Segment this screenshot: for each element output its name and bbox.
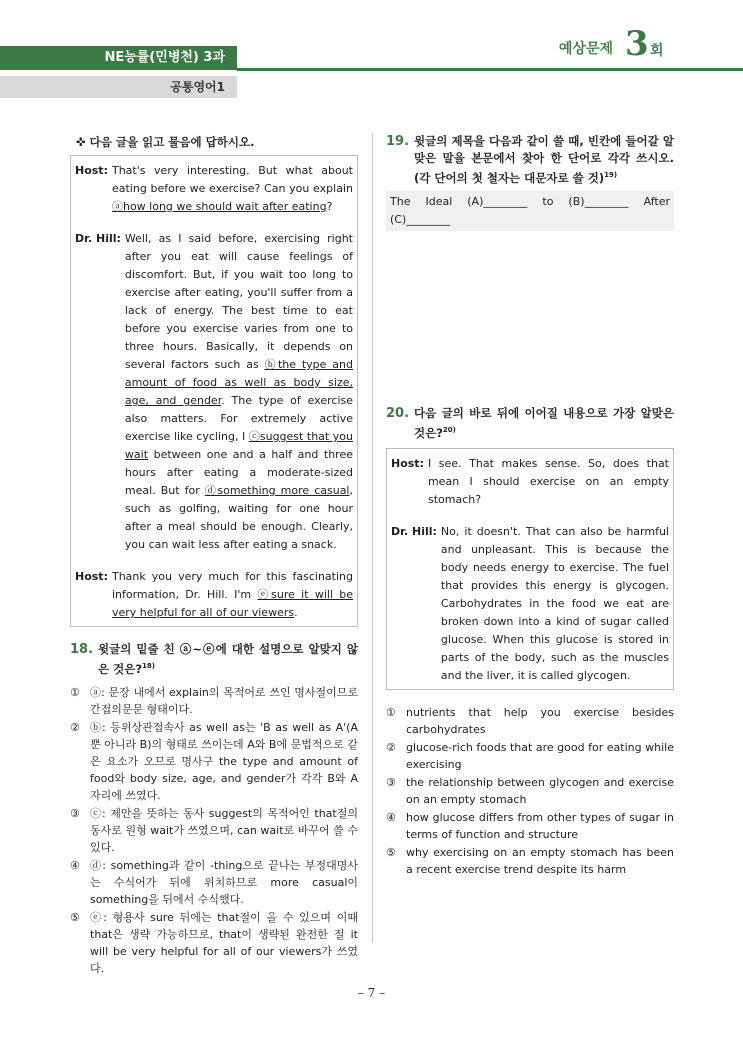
dialogue-row <box>391 455 669 509</box>
question-20 <box>386 405 674 879</box>
speaker: Host: <box>75 570 108 583</box>
dialogue-text <box>125 230 353 554</box>
option-number: ① <box>70 685 80 699</box>
dialogue-row <box>391 523 669 685</box>
option-item[interactable] <box>70 684 358 718</box>
text-segment: ? <box>326 200 333 213</box>
footnote-ref: 20) <box>442 426 456 434</box>
option-number: ③ <box>386 775 396 789</box>
header-rule <box>237 68 743 71</box>
question-18 <box>70 641 358 977</box>
question-text <box>414 133 674 187</box>
underlined-e: ⓔsure it will be very helpful for all of our viewers <box>111 588 353 619</box>
option-text: ⓓ: something과 같이 -thing으로 끝나는 부정대명사는 수식어가 뒤에 위치하므로 more casual이 something을 뒤에서 수식했다. <box>90 858 358 906</box>
question-text <box>98 641 358 678</box>
page-number: – 7 – <box>357 986 386 1000</box>
header-subtitle: 공통영어1 <box>170 80 225 94</box>
text-segment: That's very interesting. But what about eating before we exercise? Can you explain <box>111 164 353 195</box>
question-stem: 윗글의 제목을 다음과 같이 쓸 때, 빈칸에 들어갈 알맞은 말을 본문에서 찾아 한 단어로 각각 쓰시오. (각 단어의 첫 철자는 대문자로 쓸 것) <box>414 134 674 185</box>
option-text: ⓐ: 문장 내에서 explain의 목적어로 쓰인 명사절이므로 간접의문문 형태이다. <box>90 685 358 716</box>
question-heading <box>386 133 674 187</box>
dialogue-row <box>75 568 353 622</box>
dialogue-text: No, it doesn't. That can also be harmful and unpleasant. This is because the body needs energy to exercise. The fuel that provides this energy is glycogen. Carbohydrates in the food we eat are broken down into a kind of sugar called glucose. When this glucose is stored in parts of the body, such as the muscles and the liver, it is called glycogen. <box>440 524 669 682</box>
option-number: ⑤ <box>386 845 396 859</box>
option-list <box>386 704 674 878</box>
option-number: ② <box>386 740 396 754</box>
text-segment: , such as golfing, waiting for one hour after a meal should be enough. Clearly, you can wait less after eating a snack. <box>124 484 353 551</box>
option-list <box>70 684 358 977</box>
option-text: the relationship between glycogen and exercise on an empty stomach <box>406 775 674 806</box>
underlined-b: ⓑthe type and amount of food as well as body size, age, and gender <box>124 358 353 407</box>
option-text: glucose-rich foods that are good for eating while exercising <box>406 740 674 771</box>
dialogue-row <box>75 162 353 216</box>
question-19 <box>386 133 674 231</box>
speaker: Dr. Hill: <box>75 232 121 245</box>
option-item[interactable] <box>70 909 358 977</box>
answer-box: The Ideal (A)________ to (B)________ After (C)________ <box>386 191 674 231</box>
passage-box <box>386 448 674 690</box>
option-number: ① <box>386 705 396 719</box>
option-text: ⓑ: 등위상관접속사 as well as는 'B as well as A'(A뿐 아니라 B)의 형태로 쓰이는데 A와 B에 문법적으로 같은 요소가 오므로 명사구 the type and amount of food와 body size, age, and gender가 각각 B와 A 자리에 쓰였다. <box>90 720 358 802</box>
dialogue-text <box>112 568 353 622</box>
option-item[interactable] <box>386 809 674 843</box>
option-text: ⓔ: 형용사 sure 뒤에는 that절이 올 수 있으며 이때 that은 생략 가능하므로, that이 생략된 완전한 절 it will be very helpful for all of our viewers가 쓰였다. <box>90 910 358 975</box>
speaker: Host: <box>75 164 108 177</box>
option-text: why exercising on an empty stomach has been a recent exercise trend despite its harm <box>406 845 674 876</box>
dialogue-text: I see. That makes sense. So, does that mean I should exercise on an empty stomach? <box>427 456 669 506</box>
question-text <box>414 405 674 442</box>
passage-box <box>70 155 358 627</box>
question-number: 20. <box>386 406 410 421</box>
option-text: how glucose differs from other types of sugar in terms of function and structure <box>406 810 674 841</box>
question-stem: 다음 글의 바로 뒤에 이어질 내용으로 가장 알맞은 것은? <box>414 406 674 440</box>
text-segment: Well, as I said before, exercising right after you eat will cause feelings of discomfort. But, if you wait too long to exercise after eating, you'll suffer from a lack of energy. The best time to eat before you exercise varies from one to three hours. Basically, it depends on several factors such as <box>124 232 353 371</box>
header-subtitle-bar <box>0 76 237 98</box>
underlined-c: ⓒsuggest that you wait <box>124 430 354 461</box>
header-title: NE능률(민병천) 3과 <box>104 50 225 65</box>
question-stem: 윗글의 밑줄 친 ⓐ~ⓔ에 대한 설명으로 알맞지 않은 것은? <box>98 642 358 676</box>
instruction: ✜ 다음 글을 읽고 물음에 답하시오. <box>76 135 255 149</box>
option-item[interactable] <box>70 857 358 908</box>
footnote-ref: 19) <box>604 171 618 179</box>
question-heading <box>70 641 358 678</box>
option-number: ② <box>70 720 80 734</box>
question-number: 19. <box>386 134 410 149</box>
option-item[interactable] <box>386 704 674 738</box>
speaker: Host: <box>391 456 424 470</box>
option-item[interactable] <box>386 844 674 878</box>
text-segment: . The type of exercise also matters. For extremely active exercise like cycling, I <box>124 394 353 443</box>
option-item[interactable] <box>386 774 674 808</box>
right-column <box>386 133 674 876</box>
option-item[interactable] <box>386 739 674 773</box>
option-text: ⓒ: 제안을 뜻하는 동사 suggest의 목적어인 that절의 동사로 원형 wait가 쓰였으며, can wait로 바꾸어 쓸 수 있다. <box>90 806 358 854</box>
option-item[interactable] <box>70 805 358 856</box>
text-segment: Thank you very much for this fascinating information, Dr. Hill. I'm <box>111 570 353 601</box>
text-segment: between one and a half and three hours after eating a moderate-sized meal. But for <box>124 448 353 497</box>
option-number: ③ <box>70 806 80 820</box>
question-number: 18. <box>70 642 94 657</box>
option-text: nutrients that help you exercise besides carbohydrates <box>406 705 674 736</box>
option-item[interactable] <box>70 719 358 804</box>
exam-suffix: 회 <box>650 43 664 59</box>
option-number: ⑤ <box>70 910 80 924</box>
text-segment: . <box>294 606 298 619</box>
underlined-d: ⓓsomething more casual <box>204 484 350 497</box>
underlined-a: ⓐhow long we should wait after eating <box>111 200 327 213</box>
column-divider <box>372 133 373 943</box>
option-number: ④ <box>386 810 396 824</box>
dialogue-text <box>112 162 353 216</box>
exam-number: 3 <box>625 24 649 64</box>
exam-label: 예상문제 <box>558 41 613 57</box>
speaker: Dr. Hill: <box>391 524 437 538</box>
option-number: ④ <box>70 858 80 872</box>
footnote-ref: 18) <box>142 662 155 670</box>
dialogue-row <box>75 230 353 554</box>
left-column <box>70 133 358 978</box>
question-heading <box>386 405 674 442</box>
